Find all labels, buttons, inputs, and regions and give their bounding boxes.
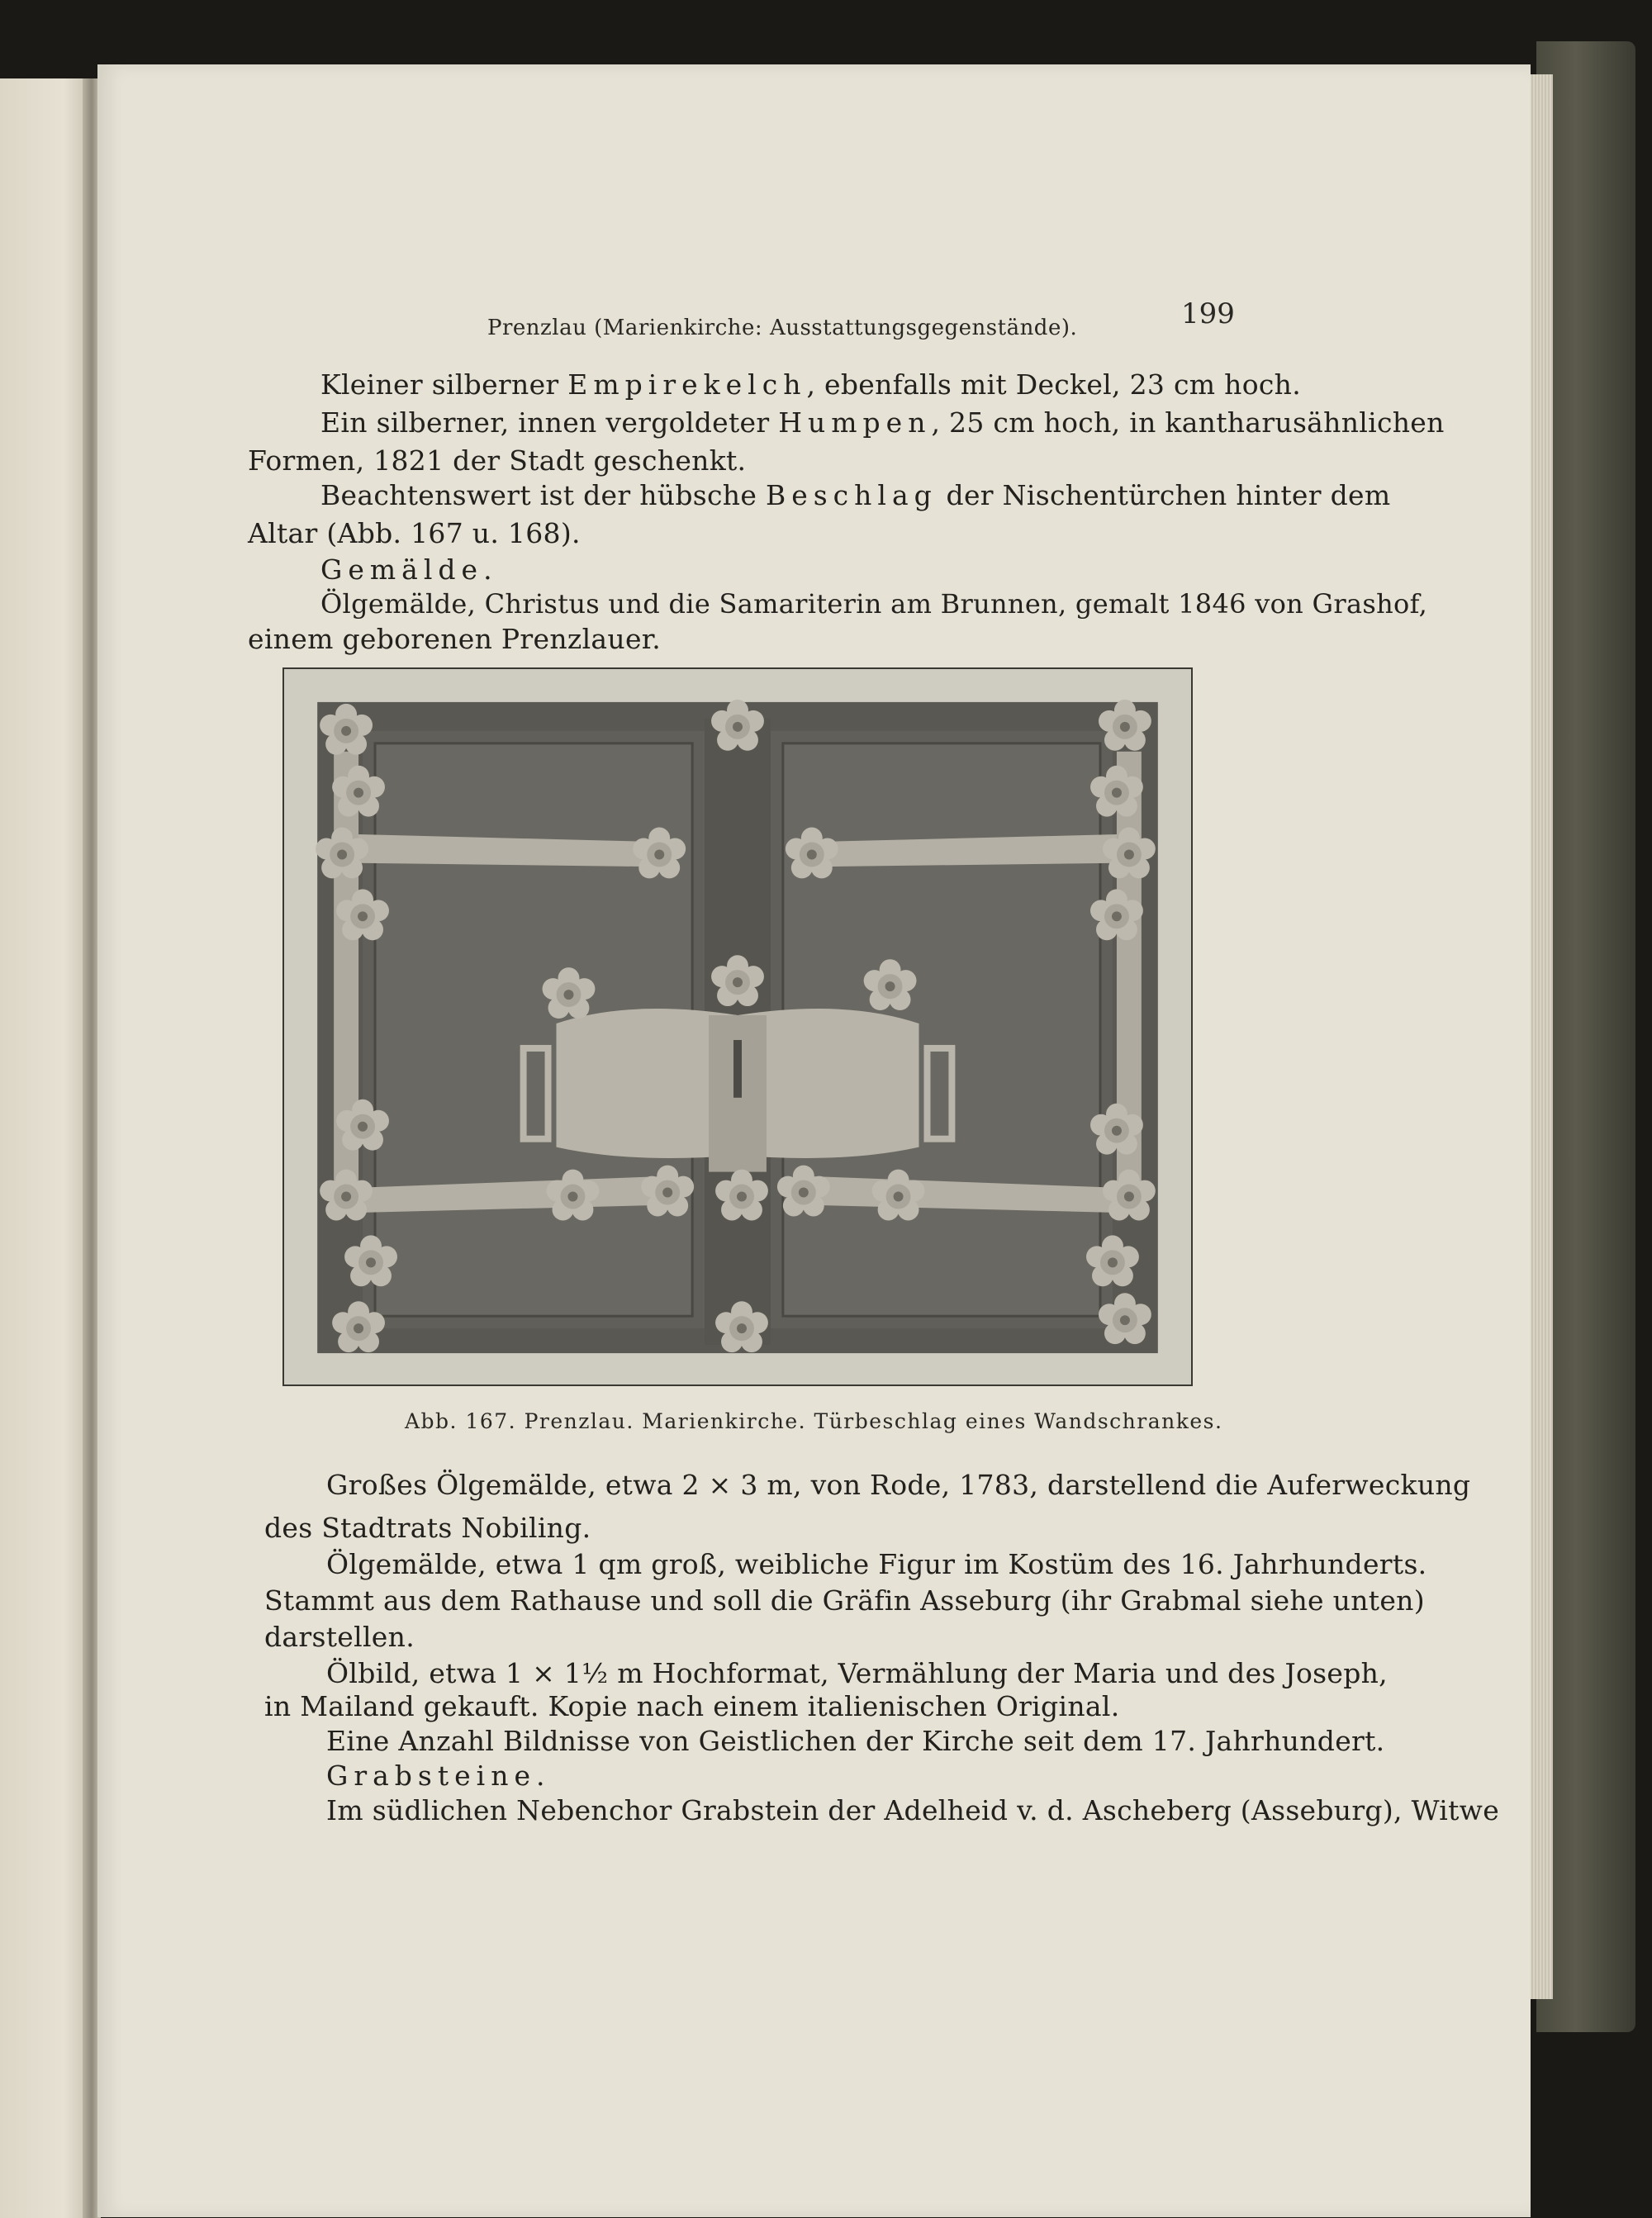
- running-head: Prenzlau (Marienkirche: Ausstattungsgegenstände).: [487, 316, 1078, 340]
- cabinet-door-photo: [282, 667, 1193, 1386]
- text-line: des Stadtrats Nobiling.: [264, 1512, 591, 1544]
- text-line: Altar (Abb. 167 u. 168).: [248, 517, 581, 549]
- door-fitting-illustration: [284, 669, 1191, 1384]
- text-line: Ein silberner, innen vergoldeter Humpen, 25 cm hoch, in kantharusähnlichen: [320, 406, 1445, 439]
- page-number: 199: [1181, 297, 1235, 330]
- text-line: Formen, 1821 der Stadt geschenkt.: [248, 444, 747, 477]
- text-line: Im südlichen Nebenchor Grabstein der Adelheid v. d. Ascheberg (Asseburg), Witwe: [326, 1794, 1500, 1826]
- section-heading: Gemälde.: [320, 553, 492, 586]
- figure-caption: Abb. 167. Prenzlau. Marienkirche. Türbeschlag eines Wandschrankes.: [405, 1409, 1223, 1433]
- text-line: Ölbild, etwa 1 × 1½ m Hochformat, Vermählung der Maria und des Joseph,: [326, 1657, 1388, 1689]
- text-line: in Mailand gekauft. Kopie nach einem italienischen Original.: [264, 1690, 1120, 1722]
- text-line: Eine Anzahl Bildnisse von Geistlichen der Kirche seit dem 17. Jahrhundert.: [326, 1725, 1385, 1757]
- left-page-edge: [0, 78, 91, 2218]
- text-line: einem geborenen Prenzlauer.: [248, 623, 662, 655]
- text-line: Ölgemälde, Christus und die Samariterin am Brunnen, gemalt 1846 von Grashof,: [320, 588, 1428, 620]
- text-line: Großes Ölgemälde, etwa 2 × 3 m, von Rode, 1783, darstellend die Auferweckung: [326, 1469, 1471, 1501]
- section-heading: Grabsteine.: [326, 1760, 545, 1792]
- text-line: Stammt aus dem Rathause und soll die Gräfin Asseburg (ihr Grabmal siehe unten): [264, 1584, 1425, 1617]
- text-line: darstellen.: [264, 1621, 415, 1653]
- text-line: Beachtenswert ist der hübsche Beschlag der Nischentürchen hinter dem: [320, 479, 1391, 511]
- text-line: Kleiner silberner Empirekelch, ebenfalls mit Deckel, 23 cm hoch.: [320, 368, 1302, 401]
- text-line: Ölgemälde, etwa 1 qm groß, weibliche Figur im Kostüm des 16. Jahrhunderts.: [326, 1548, 1427, 1580]
